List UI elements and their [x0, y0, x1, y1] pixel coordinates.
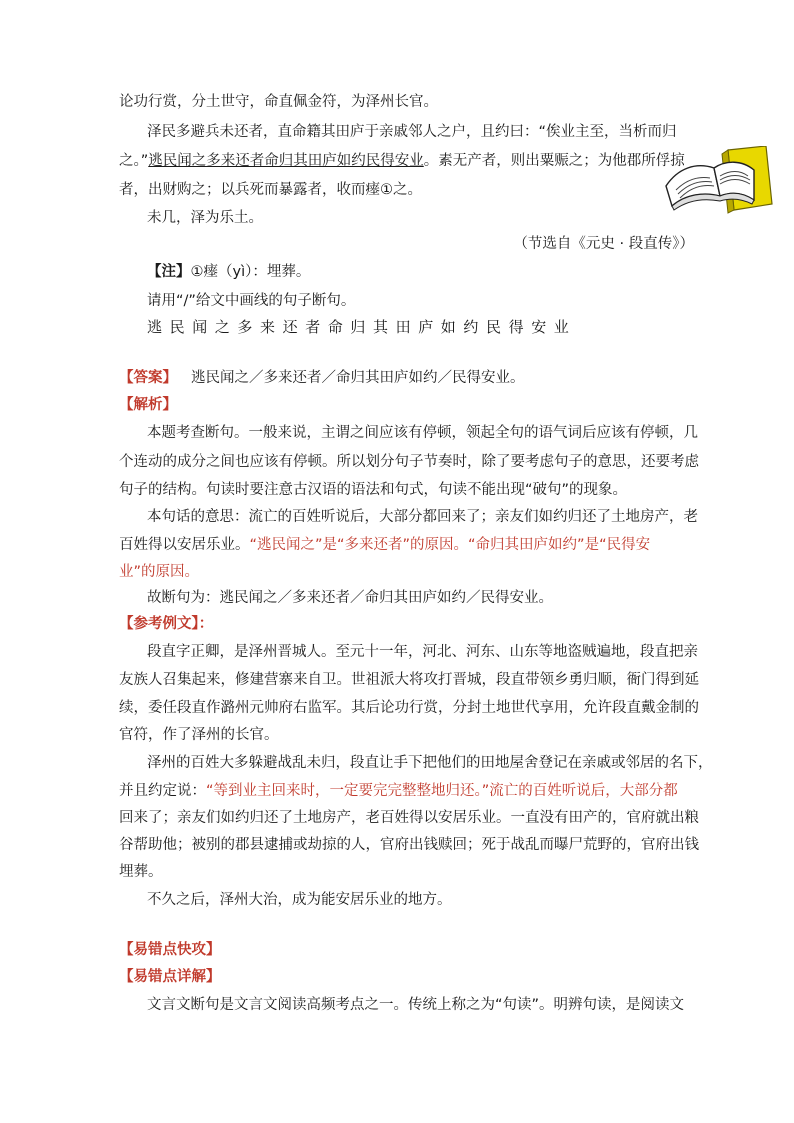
passage-line: 之。”逃民闻之多来还者命归其田庐如约民得安业。素无产者，则出粟赈之；为他郡所俘掠 [119, 153, 685, 169]
translation-line: 并且约定说：“等到业主回来时，一定要完完整整地归还。”流亡的百姓听说后，大部分都 [119, 783, 678, 799]
note-label: 【注】 [147, 264, 191, 280]
translation-line: 段直字正卿，是泽州晋城人。至元十一年，河北、河东、山东等地盗贼遍地，段直把亲 [147, 644, 698, 660]
passage-line: 论功行赏，分土世守，命直佩金符，为泽州长官。 [119, 94, 438, 110]
translation-line: 埋葬。 [119, 864, 163, 880]
section-heading: 【易错点详解】 [119, 969, 221, 985]
passage-line: 泽民多避兵未还者，直命籍其田庐于亲戚邻人之户，且约曰：“俟业主至，当析而归 [147, 124, 677, 140]
analysis-line: 句子的结构。句读时要注意古汉语的语法和句式，句读不能出现“破句”的现象。 [119, 482, 628, 498]
section-line: 文言文断句是文言文阅读高频考点之一。传统上称之为“句读”。明辨句读，是阅读文 [147, 997, 685, 1013]
translation-line: 谷帮助他；被别的郡县逮捕或劫掠的人，官府出钱赎回；死于战乱而曝尸荒野的，官府出钱 [119, 837, 699, 853]
translation-line: 泽州的百姓大多躲避战乱未归，段直让手下把他们的田地屋舍登记在亲戚或邻居的名下， [147, 755, 713, 771]
passage-line: 者，出财购之；以兵死而暴露者，收而瘗①之。 [119, 182, 422, 198]
translation-line: 友族人召集起来，修建营寨来自卫。世祖派大将攻打晋城，段直带领乡勇归顺，衙门得到延 [119, 672, 699, 688]
source-citation: （节选自《元史 · 段直传》） [513, 236, 694, 252]
analysis-line: 业”的原因。 [119, 564, 200, 580]
underlined-sentence: 逃民闻之多来还者命归其田庐如约民得安业 [148, 153, 424, 169]
question-sentence: 逃民闻之多来还者命归其田庐如约民得安业 [147, 318, 577, 336]
translation-line: 回来了；亲友们如约归还了土地房产，老百姓得以安居乐业。一直没有田产的，官府就出粮 [119, 810, 699, 826]
open-book-icon [662, 146, 774, 214]
section-heading: 【易错点快攻】 [119, 942, 221, 958]
answer-row [119, 368, 525, 388]
analysis-label: 【解析】 [119, 397, 177, 413]
answer-label: 【答案】 [119, 370, 177, 386]
translation-line: 不久之后，泽州大治，成为能安居乐业的地方。 [147, 892, 452, 908]
analysis-line: 个连动的成分之间也应该有停顿。所以划分句子节奏时，除了要考虑句子的意思，还要考虑 [119, 454, 699, 470]
analysis-line: 本句话的意思：流亡的百姓听说后，大部分都回来了；亲友们如约归还了土地房产，老 [147, 509, 698, 525]
annotation-note: 【注】①瘗（yì）：埋葬。 [147, 264, 311, 280]
translation-line: 官符，作了泽州的长官。 [119, 727, 279, 743]
question-instruction: 请用“/”给文中画线的句子断句。 [147, 293, 356, 309]
analysis-line: 故断句为：逃民闻之／多来还者／命归其田庐如约／民得安业。 [147, 590, 553, 606]
translation-label: 【参考例文】： [119, 616, 214, 632]
answer-text: 逃民闻之／多来还者／命归其田庐如约／民得安业。 [191, 370, 525, 386]
passage-line: 未几，泽为乐土。 [147, 210, 263, 226]
analysis-line: 百姓得以安居乐业。“逃民闻之”是“多来还者”的原因。“命归其田庐如约”是“民得安 [119, 537, 651, 553]
analysis-line: 本题考查断句。一般来说，主谓之间应该有停顿，领起全句的语气词后应该有停顿，几 [147, 425, 698, 441]
translation-line: 续，委任段直作潞州元帅府右监军。其后论功行赏，分封土地世代享用，允许段直戴金制的 [119, 700, 699, 716]
